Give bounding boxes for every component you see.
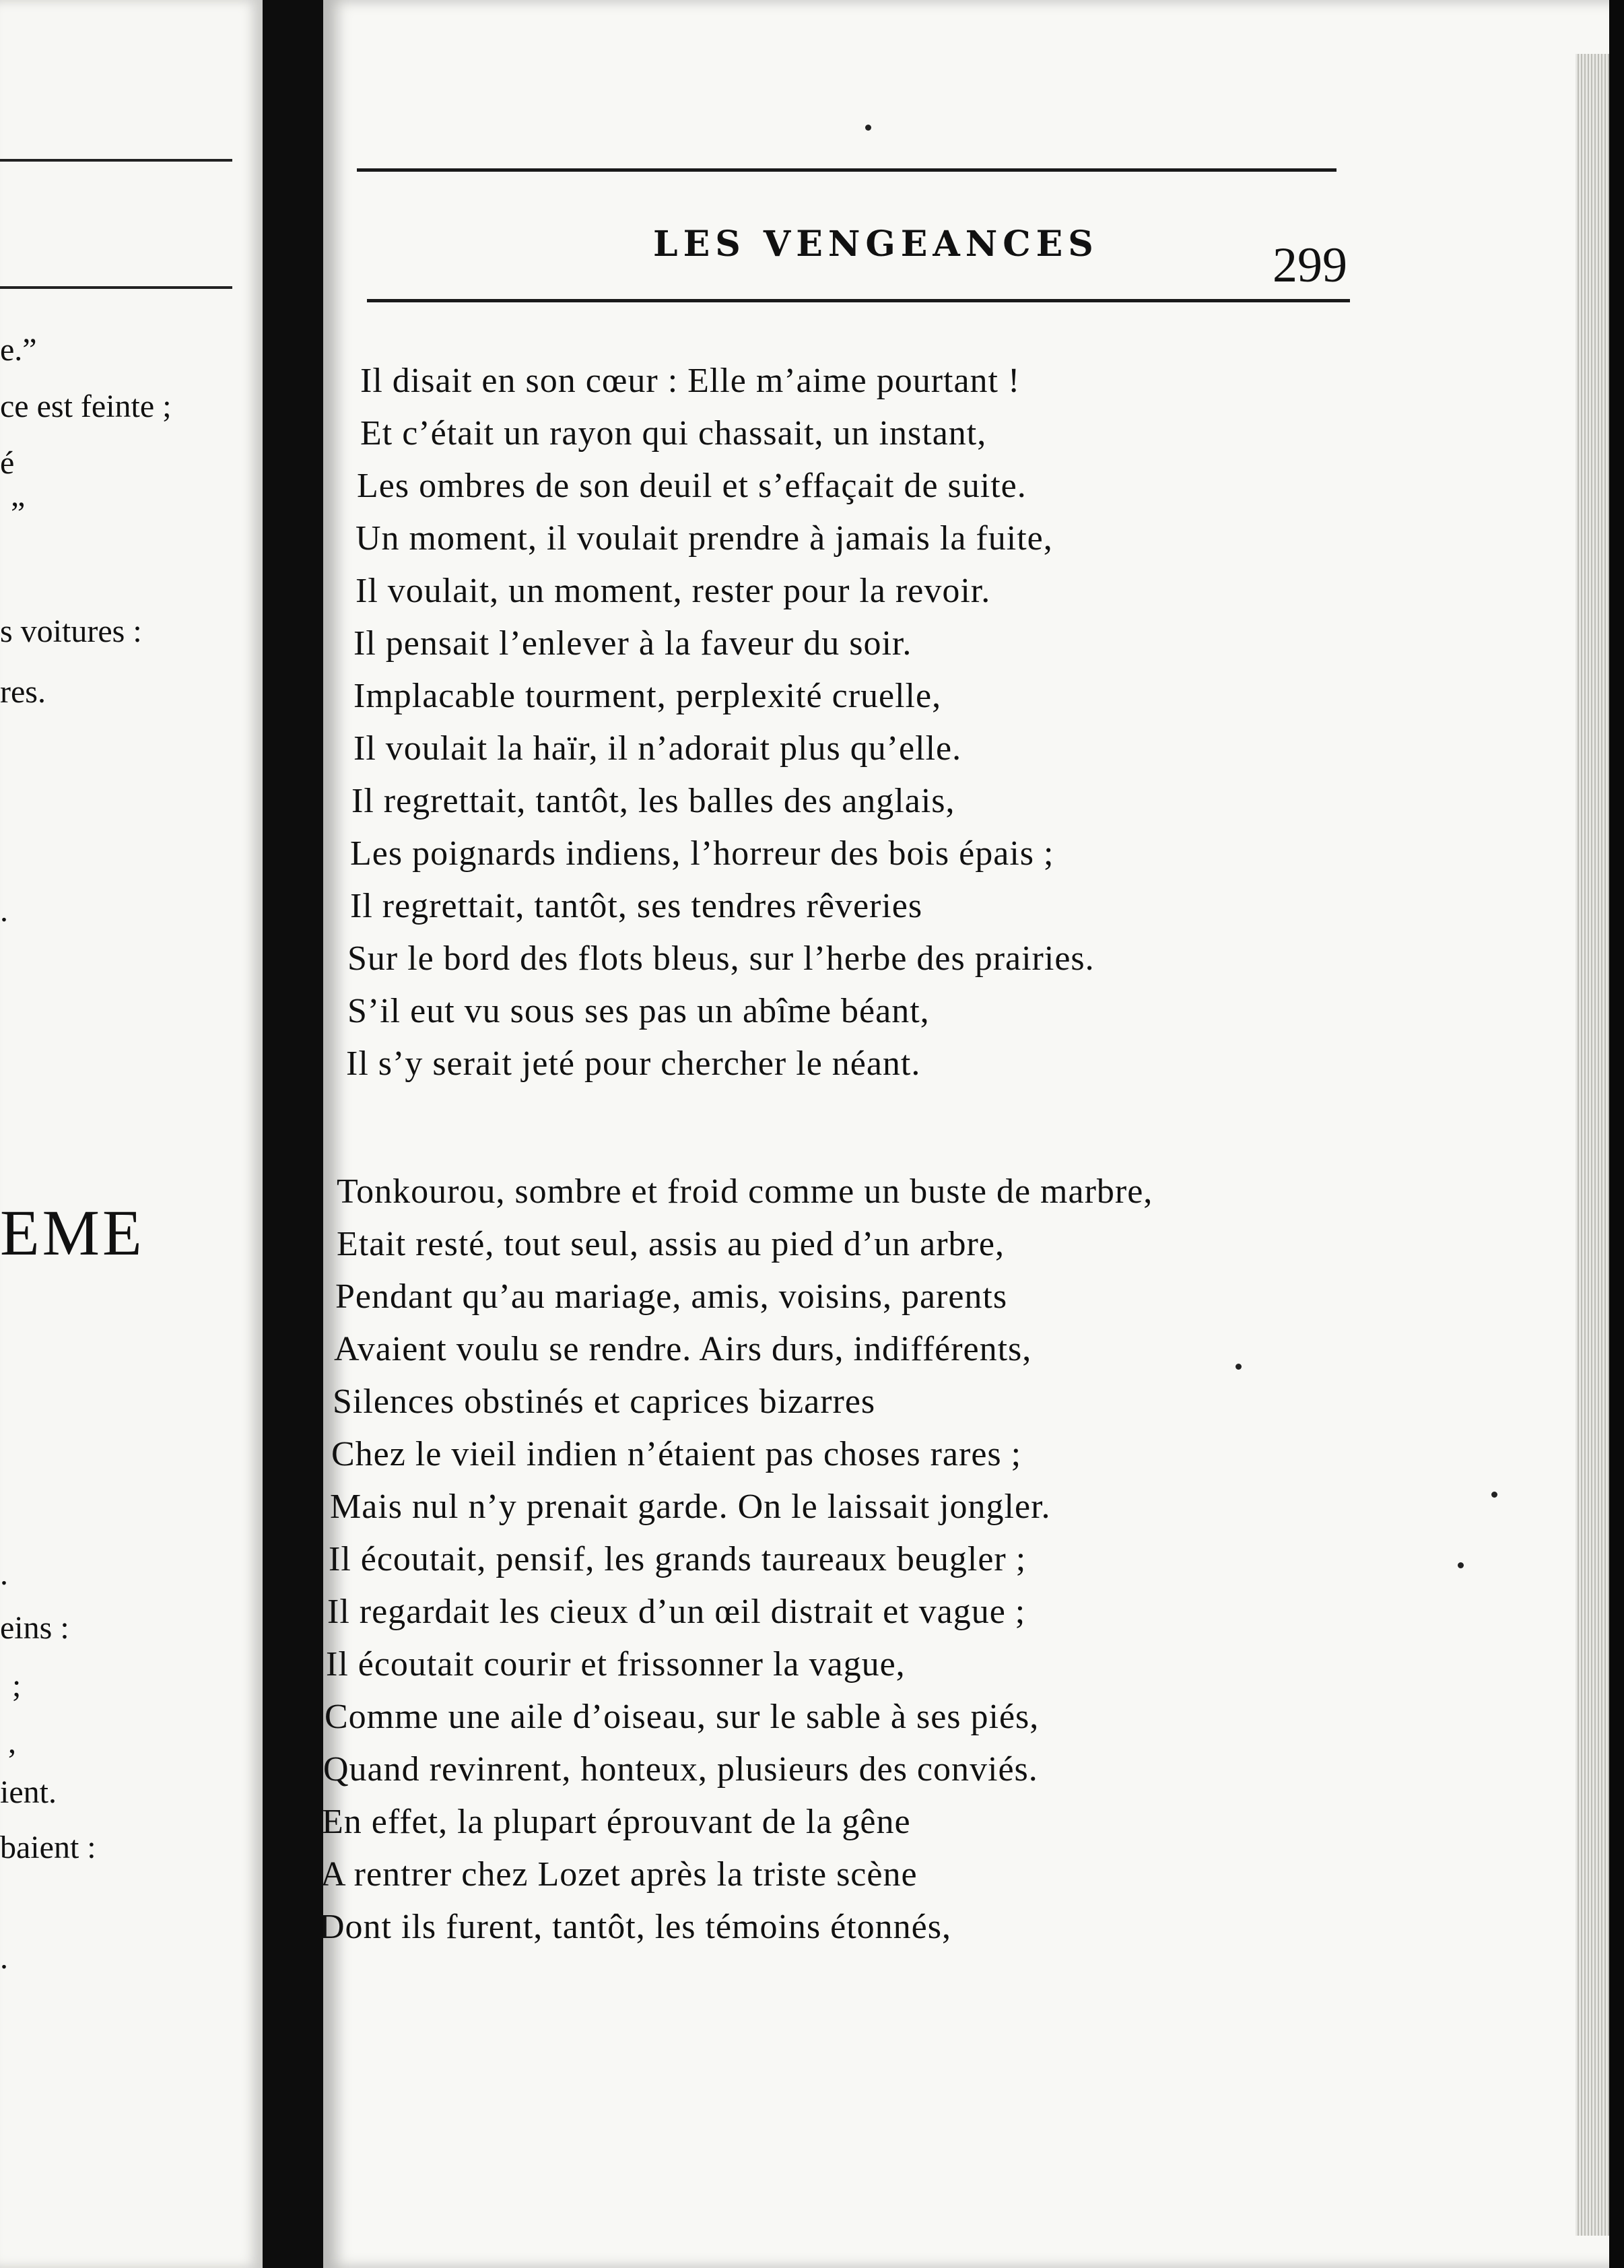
left-fragment: eins : [0, 1610, 69, 1646]
ink-speck [1236, 1364, 1242, 1370]
verse-line: Les poignards indiens, l’horreur des bois épais ; [350, 834, 1054, 873]
ink-speck [1491, 1492, 1497, 1498]
header-rule-bottom [367, 299, 1350, 302]
verse-line: Avaient voulu se rendre. Airs durs, indifférents, [334, 1330, 1032, 1368]
verse-line: Chez le vieil indien n’étaient pas choses rares ; [331, 1435, 1022, 1473]
left-fragment: ce est feinte ; [0, 389, 172, 424]
left-fragment: é [0, 445, 15, 481]
left-fragment: baient : [0, 1830, 96, 1865]
left-fragment: ” [11, 496, 26, 531]
verse-line: Sur le bord des flots bleus, sur l’herbe des prairies. [347, 939, 1095, 978]
verse-line: Il voulait la haïr, il n’adorait plus qu’elle. [353, 729, 962, 768]
verse-line: Quand revinrent, honteux, plusieurs des conviés. [323, 1750, 1038, 1789]
verse-line: Tonkourou, sombre et froid comme un buste de marbre, [337, 1172, 1153, 1211]
left-fragment: ient. [0, 1774, 57, 1810]
left-fragment: s voitures : [0, 613, 142, 649]
verse-line: Implacable tourment, perplexité cruelle, [353, 677, 942, 715]
left-section-heading: EME [0, 1197, 145, 1269]
verse-line: Il voulait, un moment, rester pour la revoir. [356, 572, 991, 610]
verse-line: A rentrer chez Lozet après la triste scène [320, 1855, 918, 1894]
left-page [0, 0, 263, 2268]
ink-speck [1458, 1562, 1464, 1568]
verse-line: Les ombres de son deuil et s’effaçait de suite. [357, 467, 1027, 505]
left-fragment: e.” [0, 332, 37, 368]
page-number: 299 [1273, 238, 1347, 293]
verse-line: Il regardait les cieux d’un œil distrait et vague ; [327, 1593, 1026, 1631]
left-rule-top [0, 159, 232, 162]
verse-line: Il écoutait, pensif, les grands taureaux beugler ; [329, 1540, 1027, 1578]
verse-line: Silences obstinés et caprices bizarres [333, 1382, 876, 1421]
page-edges [1576, 54, 1609, 2236]
verse-line: Un moment, il voulait prendre à jamais la fuite, [356, 519, 1053, 558]
verse-line: Il pensait l’enlever à la faveur du soir. [353, 624, 912, 663]
verse-line: Mais nul n’y prenait garde. On le laissait jongler. [330, 1488, 1051, 1526]
left-fragment: . [0, 1556, 8, 1592]
verse-line: S’il eut vu sous ses pas un abîme béant, [347, 992, 930, 1030]
left-fragment: , [8, 1725, 16, 1760]
left-fragment: . [0, 893, 8, 929]
verse-line: Pendant qu’au mariage, amis, voisins, parents [335, 1277, 1008, 1316]
verse-line: Dont ils furent, tantôt, les témoins étonnés, [319, 1908, 951, 1946]
ink-speck [865, 125, 871, 131]
verse-line: En effet, la plupart éprouvant de la gêne [322, 1803, 911, 1841]
left-fragment: . [0, 1940, 8, 1976]
left-fragment: ; [12, 1668, 22, 1704]
verse-line: Et c’était un rayon qui chassait, un instant, [360, 414, 987, 453]
left-rule-second [0, 286, 232, 289]
verse-line: Il regrettait, tantôt, ses tendres rêveries [350, 887, 923, 925]
left-fragment: res. [0, 674, 46, 710]
verse-line: Il écoutait courir et frissonner la vague, [326, 1645, 906, 1683]
header-rule-top [357, 168, 1337, 172]
running-head: LES VENGEANCES [653, 224, 1099, 265]
verse-line: Etait resté, tout seul, assis au pied d’un arbre, [337, 1225, 1005, 1263]
verse-line: Il regrettait, tantôt, les balles des anglais, [351, 782, 955, 820]
verse-line: Il s’y serait jeté pour chercher le néant. [346, 1044, 921, 1083]
verse-line: Il disait en son cœur : Elle m’aime pourtant ! [360, 362, 1021, 400]
verse-line: Comme une aile d’oiseau, sur le sable à ses piés, [325, 1698, 1040, 1736]
